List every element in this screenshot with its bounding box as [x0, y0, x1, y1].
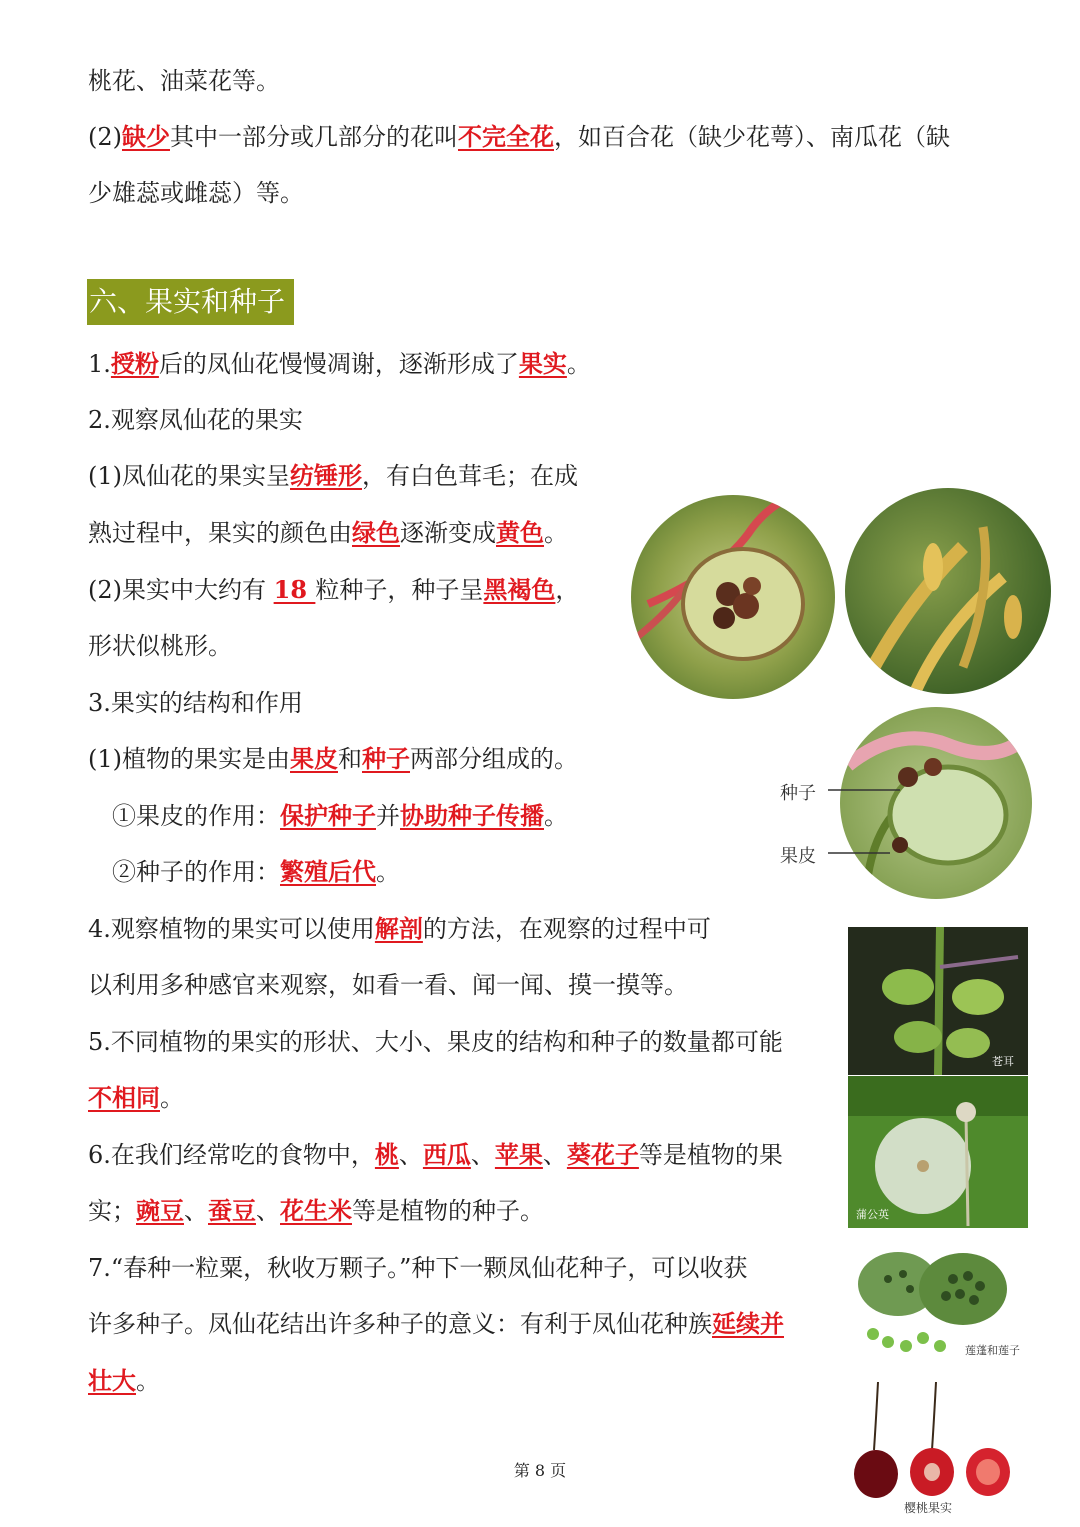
keyword: 壮大: [88, 1366, 136, 1395]
keyword: 蚕豆: [208, 1196, 256, 1225]
section-heading: 六、果实和种子: [87, 279, 294, 325]
text-line: 许多种子。凤仙花结出许多种子的意义：有利于凤仙花种族延续并: [88, 1309, 784, 1338]
text-line: 不相同。: [88, 1083, 184, 1112]
dandelion-caption: 蒲公英: [856, 1208, 889, 1221]
text-line: 形状似桃形。: [88, 632, 232, 660]
keyword: 葵花子: [566, 1140, 639, 1169]
text-line: 桃花、油菜花等。: [88, 67, 280, 95]
text-line: ②种子的作用：繁殖后代。: [112, 857, 400, 886]
peel-label: 果皮: [780, 846, 816, 867]
keyword: 豌豆: [136, 1196, 184, 1225]
text-line: (2)果实中大约有 18 粒种子，种子呈黑褐色，: [88, 575, 580, 604]
text-line: 实；豌豆、蚕豆、花生米等是植物的种子。: [88, 1196, 544, 1225]
keyword: 不完全花: [458, 122, 554, 151]
lotus-photo: [848, 1234, 1028, 1366]
keyword: 苹果: [494, 1140, 543, 1169]
dandelion-photo: [848, 1076, 1028, 1228]
keyword: 协助种子传播: [400, 801, 544, 830]
text-line: 2.观察凤仙花的果实: [88, 406, 303, 434]
text-line: (2)缺少其中一部分或几部分的花叫不完全花，如百合花（缺少花萼）、南瓜花（缺: [88, 122, 950, 151]
seed-label: 种子: [780, 783, 816, 804]
keyword: 种子: [362, 744, 410, 773]
keyword: 缺少: [122, 122, 170, 151]
text-line: 7.“春种一粒粟，秋收万颗子。”种下一颗凤仙花种子，可以收获: [88, 1254, 748, 1282]
text-line: (1)植物的果实是由果皮和种子两部分组成的。: [88, 744, 578, 773]
keyword: 延续并: [712, 1309, 784, 1338]
text-line: 以利用多种感官来观察，如看一看、闻一闻、摸一摸等。: [88, 971, 688, 999]
cherry-photo: [848, 1370, 1028, 1520]
yellow-fruits-photo: [843, 487, 1053, 695]
fruit-structure-figure: [760, 697, 1060, 907]
text-line: 壮大。: [88, 1366, 160, 1395]
keyword: 18: [273, 575, 316, 604]
cocklebur-photo: [848, 927, 1028, 1075]
keyword: 桃: [374, 1140, 399, 1169]
text-line: 3.果实的结构和作用: [88, 689, 303, 717]
text-line: 6.在我们经常吃的食物中，桃、西瓜、苹果、葵花子等是植物的果: [88, 1140, 783, 1169]
keyword: 果皮: [290, 744, 338, 773]
text-line: 5.不同植物的果实的形状、大小、果皮的结构和种子的数量都可能: [88, 1028, 783, 1056]
keyword: 黄色: [496, 518, 544, 547]
fruit-seeds-photo: [628, 494, 838, 700]
keyword: 授粉: [110, 349, 159, 378]
keyword: 不相同: [88, 1083, 160, 1112]
page-footer: 第 8 页: [513, 1461, 567, 1480]
keyword: 黑褐色: [483, 575, 556, 604]
text-line: ①果皮的作用：保护种子并协助种子传播。: [112, 801, 568, 830]
keyword: 花生米: [280, 1196, 352, 1225]
keyword: 繁殖后代: [280, 857, 376, 886]
keyword: 西瓜: [422, 1140, 471, 1169]
text-line: (1)凤仙花的果实呈纺锤形，有白色茸毛；在成: [88, 461, 578, 490]
keyword: 保护种子: [280, 801, 376, 830]
lotus-caption: 莲蓬和莲子: [965, 1344, 1020, 1357]
keyword: 纺锤形: [290, 461, 362, 490]
text-line: 1.授粉后的凤仙花慢慢凋谢，逐渐形成了果实。: [88, 349, 591, 378]
text-line: 熟过程中，果实的颜色由绿色逐渐变成黄色。: [88, 518, 568, 547]
keyword: 解剖: [374, 914, 423, 943]
cocklebur-caption: 苍耳: [992, 1055, 1014, 1068]
text-line: 少雄蕊或雌蕊）等。: [88, 179, 304, 207]
text-line: 4.观察植物的果实可以使用解剖的方法，在观察的过程中可: [88, 914, 711, 943]
keyword: 果实: [518, 349, 567, 378]
keyword: 绿色: [352, 518, 400, 547]
cherry-caption: 樱桃果实: [904, 1501, 953, 1515]
